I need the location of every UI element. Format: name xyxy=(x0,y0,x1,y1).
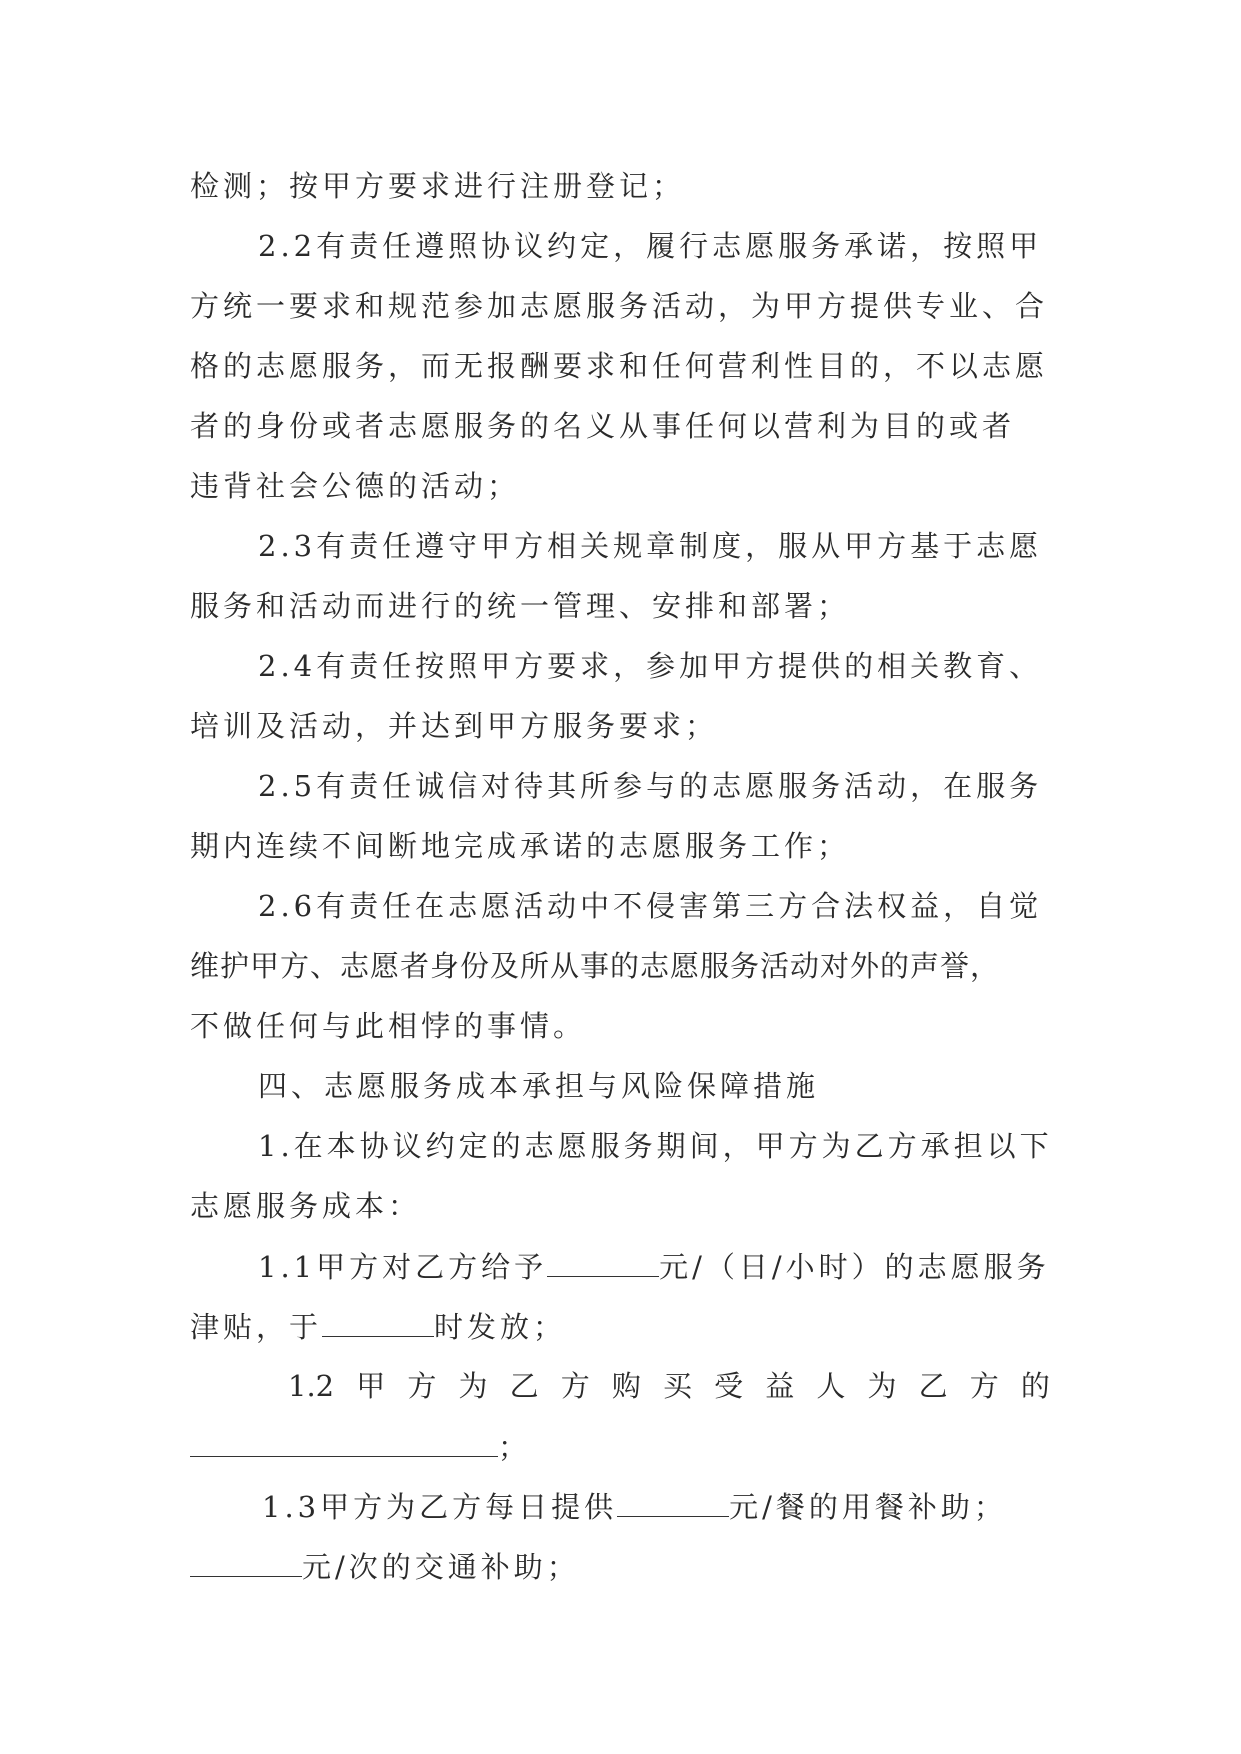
clause-char: 受 xyxy=(714,1369,744,1403)
clause-2-6: 2.6有责任在志愿活动中不侵害第三方合法权益，自觉 xyxy=(258,889,1043,923)
clause-1-1-cont xyxy=(190,1306,1050,1346)
clause-text: 元/（日/小时）的志愿服务 xyxy=(659,1250,1050,1284)
paragraph-line: 不做任何与此相悖的事情。 xyxy=(190,1009,587,1043)
clause-char: 买 xyxy=(662,1369,692,1403)
clause-char: 乙 xyxy=(509,1369,539,1403)
clause-2-4: 2.4有责任按照甲方要求，参加甲方提供的相关教育、 xyxy=(258,649,1043,683)
clause-2-3: 2.3有责任遵守甲方相关规章制度，服从甲方基于志愿 xyxy=(258,529,1043,563)
clause-2-2: 2.2有责任遵照协议约定，履行志愿服务承诺，按照甲 xyxy=(258,229,1043,263)
paragraph-line: 维护甲方、志愿者身份及所从事的志愿服务活动对外的声誉， xyxy=(190,949,1001,983)
clause-char: 益 xyxy=(765,1369,795,1403)
clause-char: 的 xyxy=(1020,1369,1050,1403)
fill-blank-allowance[interactable] xyxy=(547,1246,659,1277)
clause-char: 为 xyxy=(458,1369,488,1403)
clause-2-5: 2.5有责任诚信对待其所参与的志愿服务活动，在服务 xyxy=(258,769,1043,803)
paragraph-line: 检测；按甲方要求进行注册登记； xyxy=(190,169,686,203)
paragraph-line: 期内连续不间断地完成承诺的志愿服务工作； xyxy=(190,829,851,863)
clause-1-2 xyxy=(288,1366,1050,1406)
clause-1: 1.在本协议约定的志愿服务期间，甲方为乙方承担以下 xyxy=(258,1129,1053,1163)
paragraph-line: 违背社会公德的活动； xyxy=(190,469,521,503)
clause-char: 为 xyxy=(867,1369,897,1403)
clause-char: 方 xyxy=(969,1369,999,1403)
fill-blank-transport-subsidy[interactable] xyxy=(190,1546,302,1577)
clause-1-2-cont xyxy=(190,1426,1050,1466)
clause-1-3 xyxy=(262,1486,1050,1526)
paragraph-line: 方统一要求和规范参加志愿服务活动，为甲方提供专业、合 xyxy=(190,289,1049,323)
clause-text: ； xyxy=(498,1430,532,1464)
clause-char: 方 xyxy=(560,1369,590,1403)
clause-char: 购 xyxy=(611,1369,641,1403)
clause-1-1 xyxy=(258,1246,1050,1286)
fill-blank-meal-subsidy[interactable] xyxy=(617,1486,729,1517)
clause-text: 1.3甲方为乙方每日提供 xyxy=(262,1490,618,1524)
clause-text: 1.2 xyxy=(288,1369,335,1403)
paragraph-line: 服务和活动而进行的统一管理、安排和部署； xyxy=(190,589,851,623)
clause-char: 人 xyxy=(816,1369,846,1403)
fill-blank-insurance[interactable] xyxy=(190,1426,498,1457)
clause-text: 1.1甲方对乙方给予 xyxy=(258,1250,548,1284)
paragraph-line: 者的身份或者志愿服务的名义从事任何以营利为目的或者 xyxy=(190,409,1016,443)
clause-text: 津贴，于 xyxy=(190,1310,323,1344)
clause-text: 时发放； xyxy=(434,1310,567,1344)
fill-blank-payment-time[interactable] xyxy=(322,1306,434,1337)
paragraph-line: 格的志愿服务，而无报酬要求和任何营利性目的，不以志愿 xyxy=(190,349,1049,383)
clause-char: 甲 xyxy=(356,1369,386,1403)
clause-char: 乙 xyxy=(918,1369,948,1403)
clause-char: 方 xyxy=(407,1369,437,1403)
clause-1-3-cont xyxy=(190,1546,1050,1586)
paragraph-line: 志愿服务成本： xyxy=(190,1189,422,1223)
section-heading-4: 四、志愿服务成本承担与风险保障措施 xyxy=(258,1069,820,1103)
clause-text: 元/次的交通补助； xyxy=(302,1550,580,1584)
clause-text: 元/餐的用餐补助； xyxy=(729,1490,1007,1524)
paragraph-line: 培训及活动，并达到甲方服务要求； xyxy=(190,709,719,743)
